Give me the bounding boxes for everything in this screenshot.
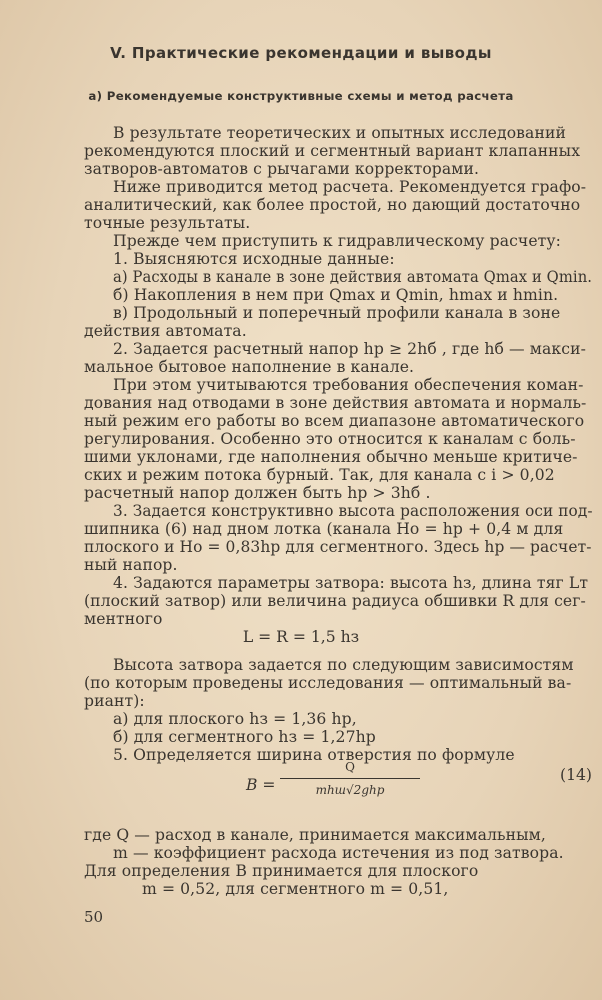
text-line: Ниже приводится метод расчета. Рекомендуется графо- bbox=[113, 178, 587, 196]
text-line: При этом учитываются требования обеспечения коман- bbox=[113, 376, 584, 394]
text-line: m — коэффициент расхода истечения из под затвора. bbox=[113, 844, 564, 862]
text-line: m = 0,52, для сегментного m = 0,51, bbox=[142, 880, 449, 898]
text-line: а) Расходы в канале в зоне действия автомата Qmax и Qmin. bbox=[113, 268, 593, 286]
text-line: 5. Определяется ширина отверстия по формуле bbox=[113, 746, 515, 764]
section-title: V. Практические рекомендации и выводы bbox=[110, 44, 492, 62]
text-line: затворов-автоматов с рычагами корректорами. bbox=[84, 160, 480, 178]
text-line: 4. Задаются параметры затвора: высота hз, длина тяг Lт bbox=[113, 574, 589, 592]
text-line: мальное бытовое наполнение в канале. bbox=[84, 358, 415, 376]
text-line: Прежде чем приступить к гидравлическому расчету: bbox=[113, 232, 562, 250]
text-line: ный напор. bbox=[84, 556, 178, 574]
text-line: риант): bbox=[84, 692, 145, 710]
text-line: рекомендуются плоский и сегментный вариант клапанных bbox=[84, 142, 581, 160]
text-line: 3. Задается конструктивно высота расположения оси под- bbox=[113, 502, 593, 520]
text-line: в) Продольный и поперечный профили канала в зоне bbox=[113, 304, 561, 322]
text-line: шими уклонами, где наполнения обычно меньше критиче- bbox=[84, 448, 578, 466]
text-line: В результате теоретических и опытных исследований bbox=[113, 124, 566, 142]
page-number: 50 bbox=[84, 908, 104, 926]
fraction-bar bbox=[280, 778, 420, 779]
text-line: 2. Задается расчетный напор hр ≥ 2hб , где hб — макси- bbox=[113, 340, 586, 358]
text-line: ный режим его работы во всем диапазоне автоматического bbox=[84, 412, 585, 430]
text-line: б) для сегментного hз = 1,27hр bbox=[113, 728, 376, 746]
text-line: где Q — расход в канале, принимается максимальным, bbox=[84, 826, 546, 844]
text-line: плоского и Hо = 0,83hр для сегментного. Здесь hр — расчет- bbox=[84, 538, 592, 556]
formula-denominator: mhш√2ghр bbox=[315, 783, 385, 797]
formula-14 bbox=[0, 758, 602, 818]
formula-fraction bbox=[280, 758, 420, 797]
text-line: Для определения B принимается для плоского bbox=[84, 862, 479, 880]
equation-number: (14) bbox=[560, 766, 593, 784]
text-line: аналитический, как более простой, но дающий достаточно bbox=[84, 196, 581, 214]
text-line: действия автомата. bbox=[84, 322, 247, 340]
text-line: ментного bbox=[84, 610, 163, 628]
subsection-title: а) Рекомендуемые конструктивные схемы и метод расчета bbox=[88, 89, 514, 103]
text-line: ских и режим потока бурный. Так, для канала с i > 0,02 bbox=[84, 466, 555, 484]
text-line: (по которым проведены исследования — оптимальный ва- bbox=[84, 674, 572, 692]
inline-equation: L = R = 1,5 hз bbox=[242, 628, 360, 646]
text-line: расчетный напор должен быть hр > 3hб . bbox=[84, 484, 431, 502]
text-line: 1. Выясняются исходные данные: bbox=[113, 250, 395, 268]
text-line: (плоский затвор) или величина радиуса обшивки R для сег- bbox=[84, 592, 586, 610]
text-line: шипника (6) над дном лотка (канала Hо = hр + 0,4 м для bbox=[84, 520, 564, 538]
text-line: точные результаты. bbox=[84, 214, 251, 232]
text-line: б) Накопления в нем при Qmax и Qmin, hmax и hmin. bbox=[113, 286, 559, 304]
text-line: Высота затвора задается по следующим зависимостям bbox=[113, 656, 574, 674]
formula-numerator: Q bbox=[345, 760, 355, 774]
formula-lhs: B = bbox=[246, 776, 276, 794]
text-line: а) для плоского hз = 1,36 hр, bbox=[113, 710, 357, 728]
text-line: дования над отводами в зоне действия автомата и нормаль- bbox=[84, 394, 587, 412]
text-line: регулирования. Особенно это относится к каналам с боль- bbox=[84, 430, 576, 448]
